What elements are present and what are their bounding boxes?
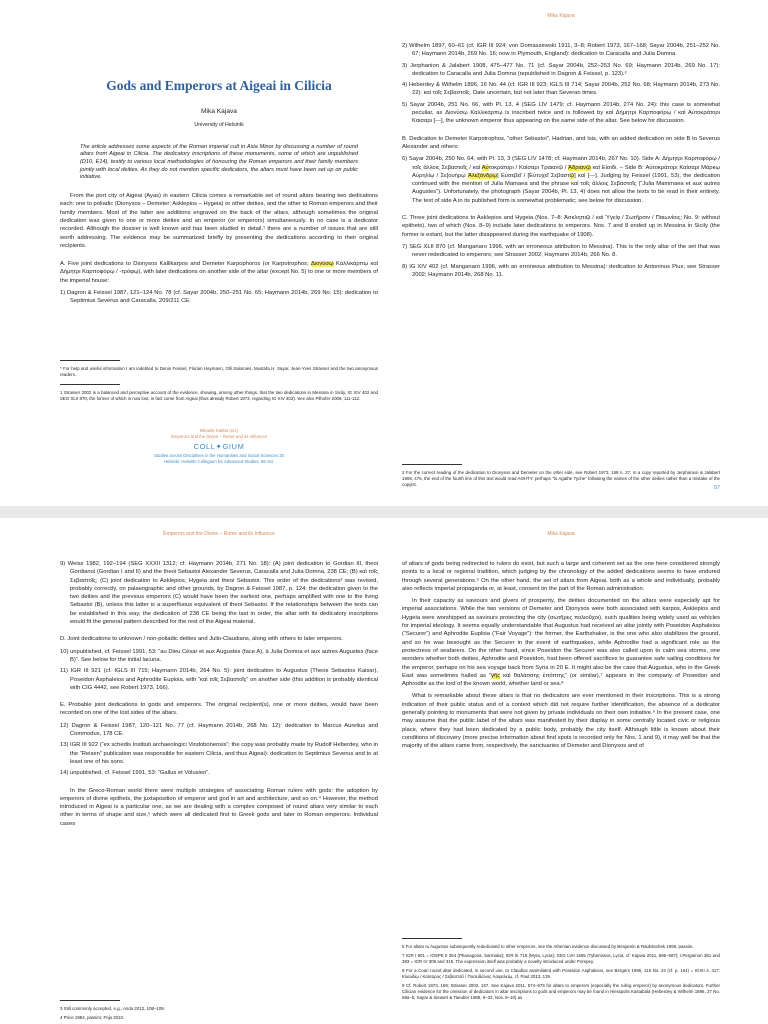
item6-highlight-3: Ἀλεξάνδρῳ [467,172,498,179]
item6-text-3: καὶ Εἰσιδι. – Side B: Αὐτοκράτορι Καίσαρι Μάρκῳ Αὐρηλίῳ / Σε[ουήρῳ [412,164,720,179]
body-paragraph: In the Greco-Roman world there were multiple strategies of associating Roman rulers with gods: the adoption by emperors of divine epithets, the juxtaposition of emperor and god in art and architecture, and so on.⁴ However, the method introduced in Aigeai is a particular one, as we are dealing with a complex composed of round altars very similar to each other in terms of shape and size,⁵ which were all dedicated first to Greek gods and later to Roman emperors. Individual cases [60,787,378,827]
catalogue-item-9: 9) Weiss 1982, 192–194 (SEG XXXII 1312; cf. Haymann 2014b, 271 No. 18): (A) joint dedication to Gordian III, theoi Gordianoi (Gordian I and II) and the theoi Sebastoi Alexander Severus, Caracalla and Julia Domna, 238 CE; (B) καὶ τοῖς Σεβαστοῖς; (C) joint dedication to Asklepios, Hygeia and theoi Sebastoi. This order of the dedications³ was revised, probably correctly, on palaeographic and other grounds, by Dagron & Feissel 1987, p. 124: the dedication given to the two deities and the previous emperors (C) would have been the earliest one, perhaps amplified with one to the living Sebastoi (B), unless this latter is a superfluous equivalent of theoi Sebastoi. If the relationships between the texts can be established in this way, the dedication of 238 CE being the last in order, the altar with its dedicatory inscriptions would fit the general pattern described for the rest of the Aigeai material. [60,561,378,626]
item6-text-5: ] καὶ [---]. Judging by Feissel (1991, 53), the dedication continued with the mention of Julia Mamaea and the phrase καὶ τοῖς ἄλλοις Σεβαστοῖς (“Julia Mammaea et aux autres Augustes”). Unfortunately, the photograph (Sayar 2004b, Pl. 13, 4) does not allow the texts to be read in their entirety. The text of side A in its published form is somewhat problematic; see below for discussion. [412,172,720,204]
catalogue-item-11: 11) IGR III 921 (cf. IGLS III 715; Haymann 2014b, 264 No. 5): joint dedication to Augustus (Theos Sebastos Kaisar), Poseidon Asphaleios and Aphrodite Euploia, with “καὶ τοῖς Σεβαστοῖς” on another side (this addition is probably identical with CIG 4442, see Robert 1973, 166). [60,668,378,691]
footnote-2: 2 For the correct reading of the dedication to Dionysos and Demeter on the other side, see Robert 1973, 168 n. 27. In a copy reported by Jerphanion & Jalabert 1908, 476, the end of the fourth line of this text would read AΘHTY: perhaps “to Agathe Tyche” following the names of the other deities rather than a mistake of the copyist. [402,470,720,487]
footnote-rule [402,938,462,939]
footnote-7: 7 IGR I 901 = IOSPE II 354 (Phanagoria, Sarmatia); IGR III 719 (Myra, Lycia); SEG LVII 1685 (Tybenissos, Lycia; cf. Kajava 2011, 586–587); I.Pergamon 381 and 383 = IGR IV 309 and 315. The expression itself was probably a novelty introduced under Pompey. [402,953,720,964]
intro-paragraph: From the port city of Aigeai (Ayas) in eastern Cilicia comes a remarkable set of round altars bearing two dedications each: one to poliadic (Dionysos – Demeter; Asklepios – Hygeia) or other deities, and the other to Roman emperors and their family members. Most of the latter are additions engraved on the back of the altars, although sometimes the original dedication was given to one or more deities and an emperor (or emperors) simultaneously. In no case is a dedicator recorded. Although the dossier is well known and has been studied in detail,¹ there are a number of issues that are still worth addressing. The evidence may be summarized briefly by presenting the dedications according to their original recipients. [60,193,378,249]
spread-bottom [0,518,768,1024]
footnote-rule [60,1000,120,1001]
spread-separator [0,506,768,518]
publication-imprint [60,428,378,465]
catalogue-item-6 [402,155,720,205]
para2-highlight: γῆς [491,672,500,679]
item6-text-2: τοκράτορι / Καίσαρι Τραιανῷ / [488,164,569,171]
footnotes-page-59 [402,926,720,1004]
catalogue-item-12: 12) Dagron & Feissel 1987, 120–121 No. 77 (cf. Haymann 2014b, 268 No. 12): dedication to Marcus Aurelius and Commodus, 178 CE. [60,722,378,738]
catalogue-item-8: 8) IG XIV 402 (cf. Manganaro 1996, with an erroneous attribution to Messina): dedication to Antoninus Pius; see Strasser 2002; Haymann 2014b, 268 No. 11. [402,263,720,278]
footnotes-page-57 [402,452,720,491]
section-c-heading: C. Three joint dedications to Asklepios and Hygeia (Nos. 7–8: Ἀσκληπιῷ / καὶ Ὑγείᾳ / Σωτῆρσιν / Παιωνίοις; No. 9: without epithets), two of which (Nos. 8–9) include later dedications to emperors. Nos. 7 and 8 ended up in Messina in Sicily (the former is extant, but the latter disappeared during the earthquake of 1908). [402,215,720,238]
footnote-8: 8 For a Coan round altar dedicated, in second use, to Claudius assimilated with Poseidon Asphaleios, see Bergers 1996, 115 No. 24 (cf. p. 154) = IGXII 4, 417: Κλαυδίῳ / Καίσαρος / Σεβαστοῦ / Ποσειδῶνος Ἀσφαλείῳ, cf. Paul 2013, 139. [402,968,720,979]
catalogue-item-5: 5) Sayar 2004b, 251 No. 66, with Pl. 13, 4 (SEG LIV 1479; cf. Haymann 2014b, 274 No. 24): this case is somewhat peculiar, as Διονύσῳ Καλλικάρπῳ is inscribed twice and is followed by καὶ Δήμητρι Καρποφόρῳ / καὶ Αὐτοκράτορι Καισαρι [---], the unknown emperor thus appearing on the same side of the altar. See below for discussion. [402,101,720,125]
catalogue-item-1: 1) Dagron & Feissel 1987, 121–124 No. 78 (cf. Sayar 2004b, 250–251 No. 65; Haymann 2014b, 269 No. 15): dedication to Septimius Severus and Caracalla, 209/211 CE. [60,290,378,305]
footnote-4: 4 Price 1984, passim; Fnja 2010. [60,1015,125,1020]
catalogue-item-7: 7) SEG XLII 870 (cf. Manganaro 1996, with an erroneous attribution to Messina). This is the only altar of the set that was never rededicated to emperors; see Strasser 2002; Haymann 2014b, 266 No. 8. [402,243,720,259]
collegium-logo: COLL✦GIUM [193,442,245,452]
para2-text-2: καὶ θαλάσσης ἐπόπτης” (or similar),⁷ appears in the company of Poseidon and Aphrodite as the lord of the known world, whether land or sea.⁸ [402,672,720,688]
catalogue-item-3: 3) Jerphanion & Jalabert 1908, 475–477 No. 71 (cf. Sayar 2004b, 252–253 No. 69; Haymann 2014b, 269 No. 17): dedication to Caracalla and Julia Domna (republished in Dagron & Feissel, p. 123).² [402,62,720,77]
article-title: Gods and Emperors at Aigeai in Cilicia [106,78,332,93]
section-d-heading: D. Joint dedications to unknown / non-poliadic deities and Julio-Claudians, along with others to later emperors. [60,636,343,643]
catalogue-item-10: 10) unpublished, cf. Feissel 1991, 53: “au Dieu César et aux Augustes (face A), à Julia Domna et aux autres Augustes (face B)”. See below for the initial lacuna. [60,648,378,663]
imprint-series: Studies across Disciplines in the Humanities and Social Sciences 20 [153,452,285,458]
section-a-heading [60,260,378,285]
body-paragraph: What is remarkable about these altars is that no dedicators are ever mentioned in their inscriptions. This is a strong indication of their public status and of a context which did not require further identification, the absence of a dedicator generally pointing to monuments that were not given by private individuals on their own initiative.⁹ In the present case, one may assume that the public label of the altars was manifested by their display in some centrally located civic or religious place, where they had been dedicated by a public body, probably the city itself. Although little is known about their conditions of discovery (more precise information about find spots is recorded only for Nos. 1 and 9), it may well be that the majority of the altars came from, respectively, the sanctuaries of Demeter and Dionysos and of [402,693,720,750]
page-59-body [402,560,720,755]
footnote-rule [60,360,120,361]
section-b-heading: B. Dedication to Demeter Karpotrophos, “other Sebastoi”, Hadrian, and Isis, with an added dedication on side B to Severus Alexander and others: [402,135,720,150]
page-58 [60,518,378,1024]
section-a-text-1: A. Five joint dedications to Dionysos Kallikarpos and Demeter Karpophoros (or Karpotrophos; [60,261,311,268]
imprint-editor: Mikaela Kabba (ed.) [199,428,239,433]
item6-highlight-2: Ἁδριανῷ [568,164,591,171]
section-e-heading: E. Probable joint dedications to gods and emperors. The original recipient(s), one or more deities, would have been recorded on one of the lost sides of the altars. [60,702,378,717]
article-title-page [60,0,378,506]
section-a-highlight: Διονύσῳ [310,261,334,268]
section-a-text-2: Καλλικάρπῳ καὶ Δήμητρι Καρποφόρῳ / -τρόφῳ), with later dedications on another side of the altar (except No. 5) to one or more members of the imperial house: [60,261,378,284]
footnote-9: 9 Cf. Robert 1973, 169; Strasser 2002, 157. See Kajava 2011, 574–575 for altars to emperors (especially the ruling emperor) by anonymous dedicators. Further Cilician evidence for the omission of dedicators in altar inscriptions to gods and emperors may be found in Hierapolis Kastabala (Heberdey & Wilhelm 1896, 27 No. 69a–b; Sayar & Siewert & Taeuber 1989, 9–33, Nos. 8–10) as [402,983,720,1000]
running-head: Mika Kajava [547,531,575,537]
footnotes-page-58 [60,988,378,1024]
footnote-3: 3 Still commonly accepted, e.g., Ando 2012, 108–109. [60,1006,165,1011]
page-number: 57 [714,485,720,491]
running-head: Mika Kajava [547,13,575,19]
footnote-5: 5 For altars to Augustus subsequently rededicated to other emperors, see the Athenian evidence discussed by Benjamin & Raubitschek 1959, passim. [402,944,694,949]
catalogue-item-2: 2) Wilhelm 1897, 60–61 (cf. IGR III 924; von Domaszewski 1911, 3–8; Robert 1973, 167–168; Sayar 2004b, 251–252 No. 67; Haymann 2014b, 269 No. 16; now in Plymouth, England): dedication to Caracalla and Julia Domna. [402,43,720,58]
item6-highlight-1: Αὐ [481,164,489,171]
footnotes-page-1 [60,348,378,405]
author-affiliation: University of Helsinki [194,122,244,129]
spread-top [0,0,768,506]
imprint-volume-title: Emperors and the Divine – Rome and its Influence [170,434,267,440]
page-59 [402,518,720,1024]
running-head: Emperors and the Divine – Rome and its Influence [163,531,275,537]
page-58-body [60,560,378,832]
footnote-star: * For help and useful information I am indebted to Denis Feissel, Florian Haymann, Olli Salomies, Mustafa H. Sayar, Jean-Yves Strasser and the two anonymous readers. [60,366,378,377]
page-57-body [402,42,720,282]
body-paragraph [402,597,720,688]
imprint-publisher: Helsinki: Helsinki Collegium for Advanced Studies. 56–63. [163,458,275,464]
article-abstract: The article addresses some aspects of the Roman imperial cult in Asia Minor by discussing a number of round altars from Aigeai in Cilicia. The dedicatory inscriptions of these monuments, some of which are unpublished (D10, E14), testify to various local methodologies of honouring the Roman emperors and their family members jointly with local deities. As they do not mention specific dedicators, the altars must have been set up on public initiative. [80,143,358,181]
item6-text-4: ] Εὐσεβεῖ / [Εὐτυχεῖ Σεβαστ [497,172,570,179]
item6-text-1: 6) Sayar 2004b, 250 No. 64, with Pl. 13, 3 (SEG LIV 1478; cf. Haymann 2014b, 267 No. 10). Side A: Δήμητρι Καρποφόρῳ / τοῖς ἄλλοις Σεβαστοῖς / καὶ [402,156,720,171]
para2-text-1: In their capacity as saviours and givers of prosperity, the deities documented on the altars were especially apt for imperial associations. While the two versions of Demeter and Dionysos were both associated with karpos, Asklepios and Hygeia were worshipped as saviours protecting the city (σωτῆρες πολιοῦχοι), such qualities being widely used as vehicles for imperial ideology. It seems equally understandable that Augustus had received an altar jointly with Poseidon Asphaleios (“Securer”) and Aphrodite Euploia (“Fair Voyage”): the former, the Earthshaker, is the one who also stabilizes the ground, and so he was besought as the Securer in the event of earthquakes, while Aphrodite had a significant role as the protectress of seafarers. On the other hand, since Poseidon the Securer was also called upon to calm sea storms, one wonders whether both deities, Aphrodite and Poseidon, had been offered sacrifices to guarantee safe sailing conditions for the emperor, perhaps on his sea voyage back from Syria in 20 E. It might also be the case that Augustus, who in the Greek East was sometimes hailed as “ [402,598,720,679]
title-page-body [60,78,378,309]
author-name: Mika Kajava [201,108,237,115]
footnote-1: 1 Strasser 2002 is a balanced and perceptive account of the evidence, showing, among other things, that the two dedications in Messina in Sicily, IG XIV 402 and SEG XLII 870, the former of which is now lost, in fact come from Aigeai (thus already Robert 1973, regarding IG XIV 402). See also Pilhofer 2006, 111-112. [60,390,378,401]
catalogue-item-14: 14) unpublished, cf. Feissel 1991, 53: “Gallus et Volusien”. [60,770,210,777]
catalogue-item-13: 13) IGR III 922 (“ex schedis Instituti archaeologici Vindobonensis”; the copy was probably made by Rudolf Heberdey, who in the “Reisen” publication was responsible for eastern Cilicia, and thus Aigeai): dedication to Septimius Severus and to at least one of his sons. [60,742,378,765]
footnote-rule [60,384,120,385]
footnote-rule [402,464,462,465]
item6-highlight-4: ῷ [569,172,575,179]
catalogue-item-4: 4) Heberdey & Wilhelm 1896, 16 No. 44 (cf. IGR III 923; IGLS III 714; Sayar 2004b, 252 No. 68; Haymann 2014b, 273 No. 22): καὶ τοῖς Σεβαστοῖς. Date uncertain, but not later than Severan times. [402,82,720,97]
body-paragraph: of altars of gods being redirected to rulers do exist, but such a large and coherent set as the one here considered strongly points to a local or regional tradition, which judging by the chronology of the added dedications seems to have endured through several generations.⁶ On the other hand, the set of altars from Aigeai, both as a whole and individually, probably also reflects imperial propaganda or, at least, consent on the part of the Roman administration. [402,561,720,592]
page-57 [402,0,720,506]
